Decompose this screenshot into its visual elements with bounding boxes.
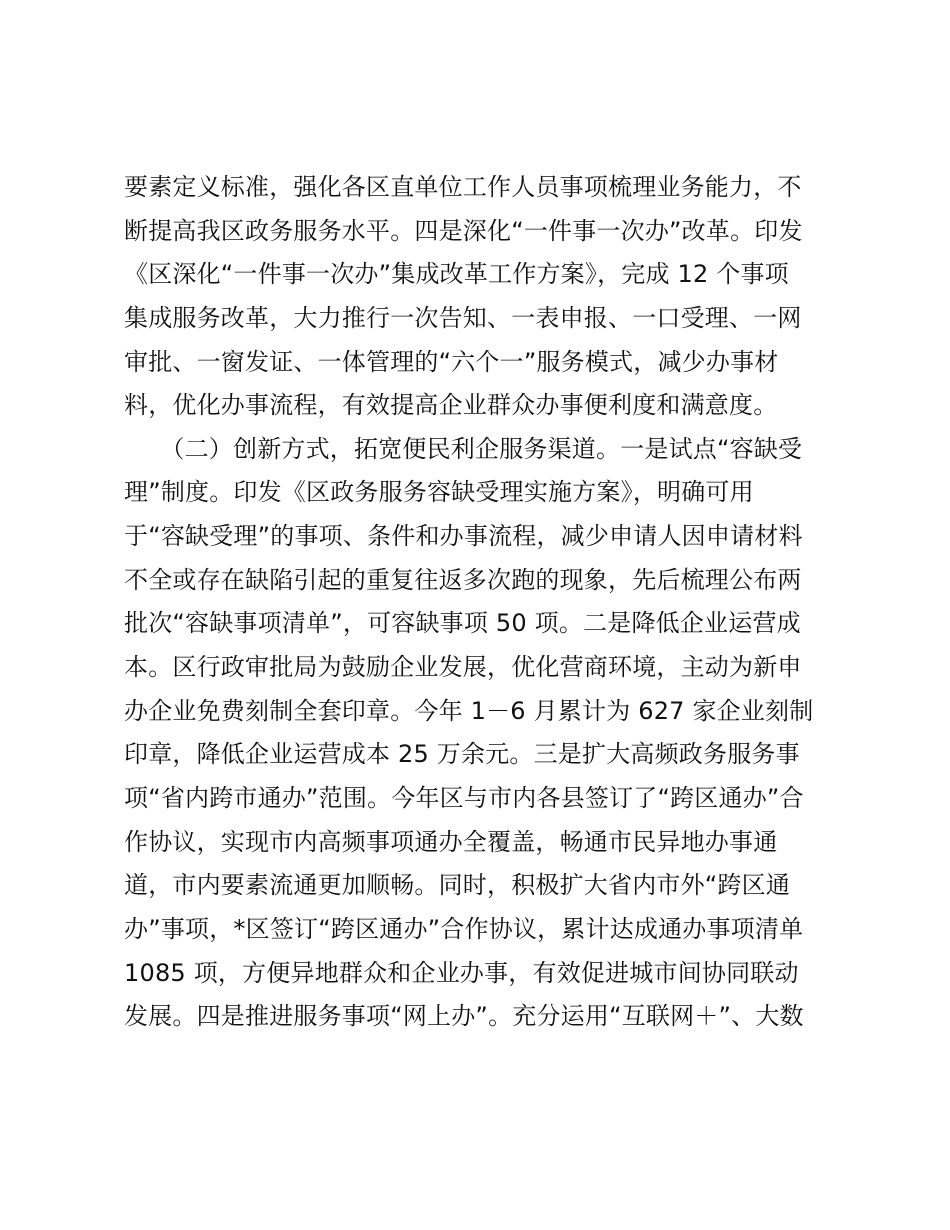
text-line: 1085 项，方便异地群众和企业办事，有效促进城市间协同联动 bbox=[124, 958, 799, 987]
text-line: 料，优化办事流程，有效提高企业群众办事便利度和满意度。 bbox=[124, 391, 778, 420]
text-line: （二）创新方式，拓宽便民利企服务渠道。一是试点“容缺受 bbox=[124, 434, 803, 463]
text-line: 断提高我区政务服务水平。四是深化“一件事一次办”改革。印发 bbox=[124, 216, 803, 245]
text-line: 于“容缺受理”的事项、条件和办事流程，减少申请人因申请材料 bbox=[124, 522, 803, 551]
text-line: 本。区行政审批局为鼓励企业发展，优化营商环境，主动为新申 bbox=[124, 653, 802, 682]
text-line: 印章，降低企业运营成本 25 万余元。三是扩大高频政务服务事 bbox=[124, 740, 800, 769]
text-line: 理”制度。印发《区政务服务容缺受理实施方案》，明确可用 bbox=[124, 478, 754, 507]
text-line: 发展。四是推进服务事项“网上办”。充分运用“互联网＋”、大数 bbox=[124, 1002, 804, 1031]
text-line: 批次“容缺事项清单”，可容缺事项 50 项。二是降低企业运营成 bbox=[124, 609, 801, 638]
text-line: 道，市内要素流通更加顺畅。同时，积极扩大省内市外“跨区通 bbox=[124, 871, 791, 900]
text-line: 《区深化“一件事一次办”集成改革工作方案》，完成 12 个事项 bbox=[124, 260, 789, 289]
text-line: 不全或存在缺陷引起的重复往返多次跑的现象，先后梳理公布两 bbox=[124, 565, 802, 594]
text-line: 作协议，实现市内高频事项通办全覆盖，畅通市民异地办事通 bbox=[124, 827, 778, 856]
text-line: 项“省内跨市通办”范围。今年区与市内各县签订了“跨区通办”合 bbox=[124, 783, 804, 812]
document-body bbox=[124, 166, 836, 1039]
text-line: 审批、一窗发证、一体管理的“六个一”服务模式，减少办事材 bbox=[124, 347, 779, 376]
text-line: 办企业免费刻制全套印章。今年 1－6 月累计为 627 家企业刻制 bbox=[124, 696, 814, 725]
text-line: 要素定义标准，强化各区直单位工作人员事项梳理业务能力，不 bbox=[124, 173, 802, 201]
text-line: 办”事项，*区签订“跨区通办”合作协议，累计达成通办事项清单 bbox=[124, 914, 804, 943]
text-line: 集成服务改革，大力推行一次告知、一表申报、一口受理、一网 bbox=[124, 303, 802, 332]
